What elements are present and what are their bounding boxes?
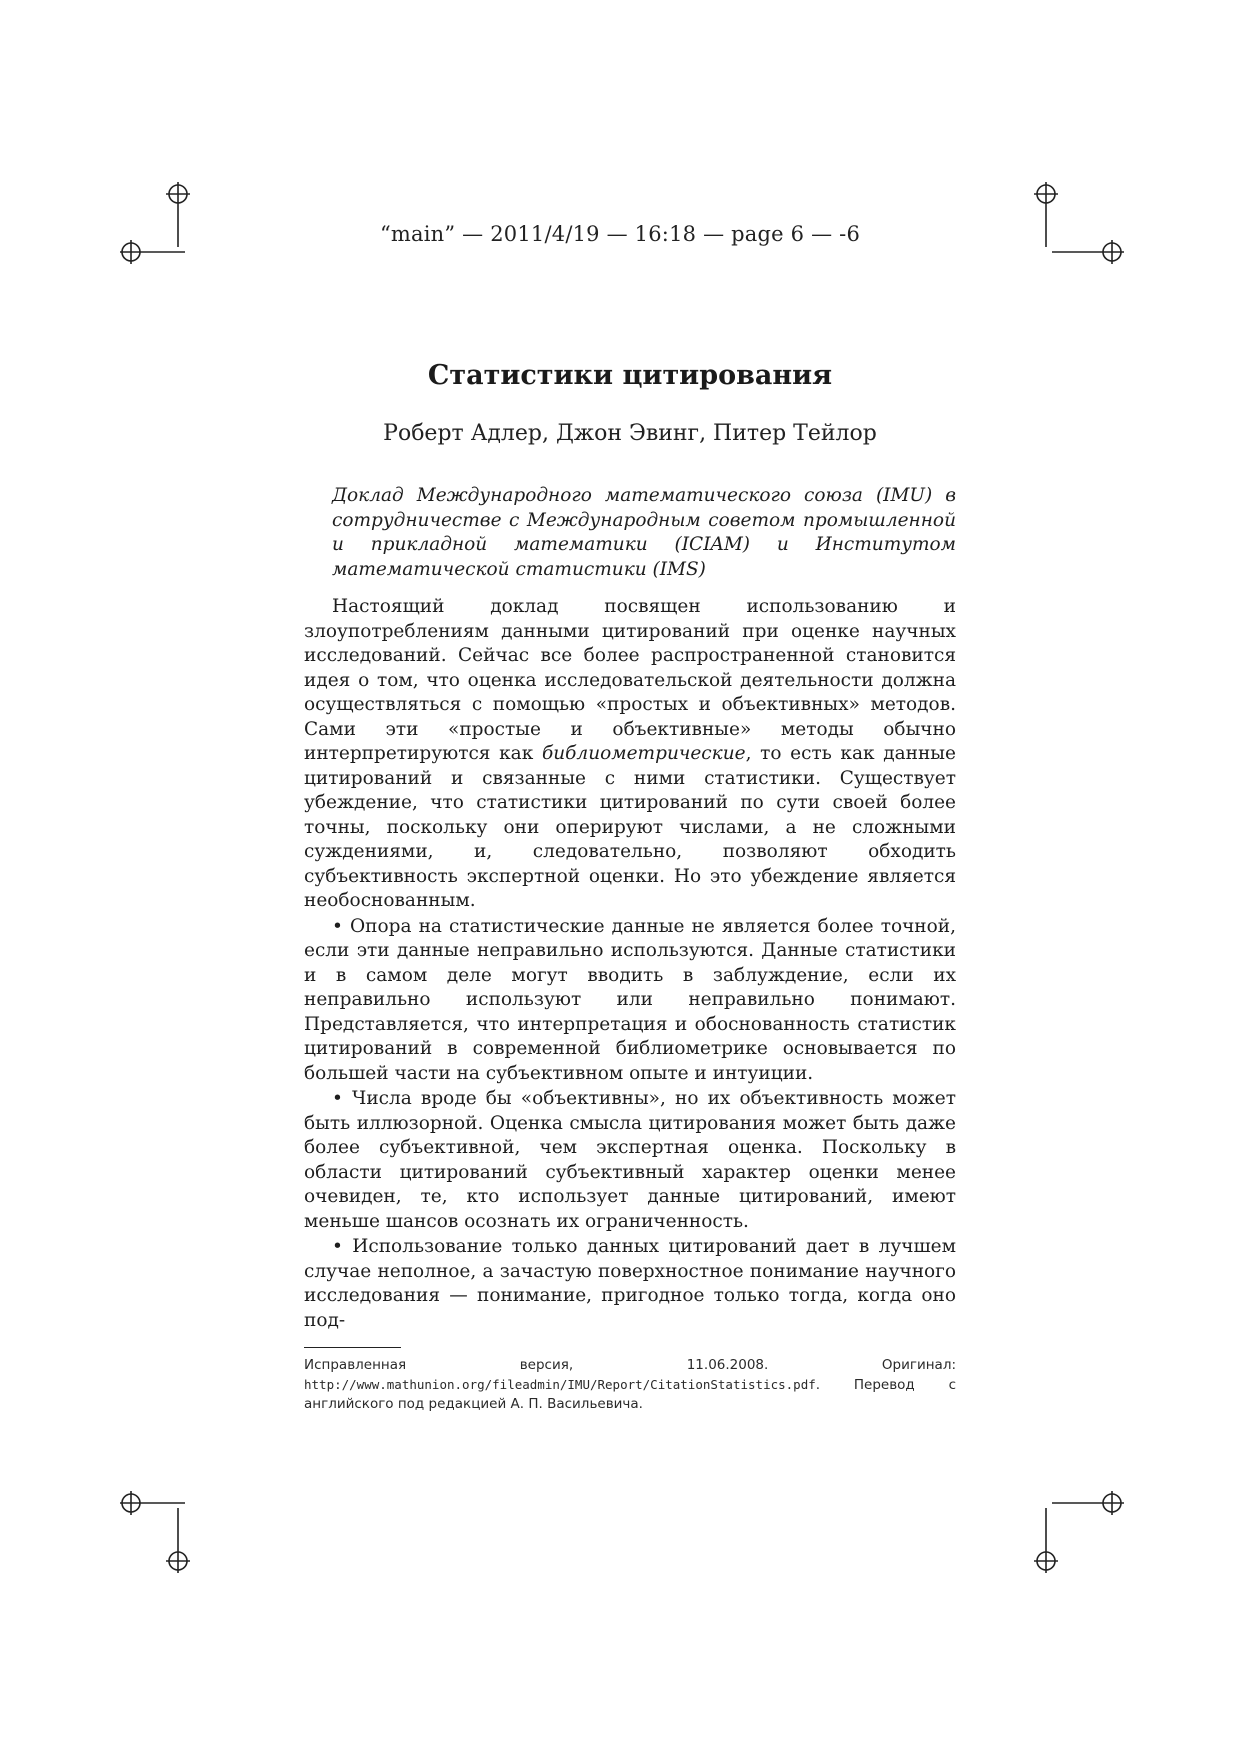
intro-emphasis: библиометрические bbox=[541, 743, 746, 764]
article-authors: Роберт Адлер, Джон Эвинг, Питер Тейлор bbox=[383, 421, 877, 446]
article-title: Статистики цитирования bbox=[427, 360, 833, 391]
registration-crosshair-icon bbox=[1034, 1491, 1124, 1573]
crop-mark-top-right bbox=[1020, 175, 1125, 265]
crop-mark-bottom-left bbox=[120, 1490, 190, 1580]
article bbox=[304, 360, 956, 1414]
footnote-prefix: Исправленная версия, 11.06.2008. Оригинал: bbox=[304, 1357, 956, 1373]
running-header: “main” — 2011/4/19 — 16:18 — page 6 — -6 bbox=[379, 222, 861, 246]
intro-text-part1: Настоящий доклад посвящен использованию и злоупотреблениям данными цитирований при оценке научных исследований. Сейчас все более распространенной становится идея о том, что оценка исследовательской деятельности должна осуществляться с помощью «простых и объективных» методов. Сами эти «простые и объективные» методы обычно интерпретируются как bbox=[304, 596, 956, 764]
footnote-url: http://www.mathunion.org/fileadmin/IMU/Report/CitationStatistics.pdf bbox=[304, 1377, 816, 1392]
crop-mark-top-left bbox=[120, 175, 190, 265]
intro-paragraph bbox=[304, 595, 956, 914]
footnote-rule bbox=[304, 1347, 401, 1348]
crop-mark-bottom-right bbox=[1020, 1490, 1125, 1580]
intro-text-part2: , то есть как данные цитирований и связанные с ними статистики. Существует убеждение, что статистики цитирований по сути своей более точны, поскольку они оперируют числами, а не сложными суждениями, и, следовательно, позволяют обходить субъективность экспертной оценки. Но это убеждение является необоснованным. bbox=[304, 743, 956, 911]
footnote bbox=[304, 1356, 956, 1414]
bullet-paragraph: • Числа вроде бы «объективны», но их объективность может быть иллюзорной. Оценка смысла цитирования может быть даже более субъективной, чем экспертная оценка. Поскольку в области цитирований субъективный характер оценки менее очевиден, те, кто использует данные цитирований, имеют меньше шансов осознать их ограниченность. bbox=[304, 1088, 956, 1232]
registration-crosshair-icon bbox=[120, 1491, 190, 1573]
abstract: Доклад Международного математического союза (IMU) в сотрудничестве с Международным советом промышленной и прикладной математики (ICIAM) и Институтом математической статистики (IMS) bbox=[332, 485, 956, 580]
footnote-suffix: . Перевод с английского под редакцией А. П. Васильевича. bbox=[304, 1377, 956, 1412]
bullet-paragraph: • Опора на статистические данные не является более точной, если эти данные неправильно используются. Данные статистики и в самом деле могут вводить в заблуждение, если их неправильно используют или неправильно понимают. Представляется, что интерпретация и обоснованность статистик цитирований в современной библиометрике основывается по большей части на субъективном опыте и интуиции. bbox=[304, 915, 956, 1084]
bullet-paragraph: • Использование только данных цитирований дает в лучшем случае неполное, а зачастую поверхностное понимание научного исследования — понимание, пригодное только тогда, когда оно под- bbox=[304, 1236, 956, 1331]
